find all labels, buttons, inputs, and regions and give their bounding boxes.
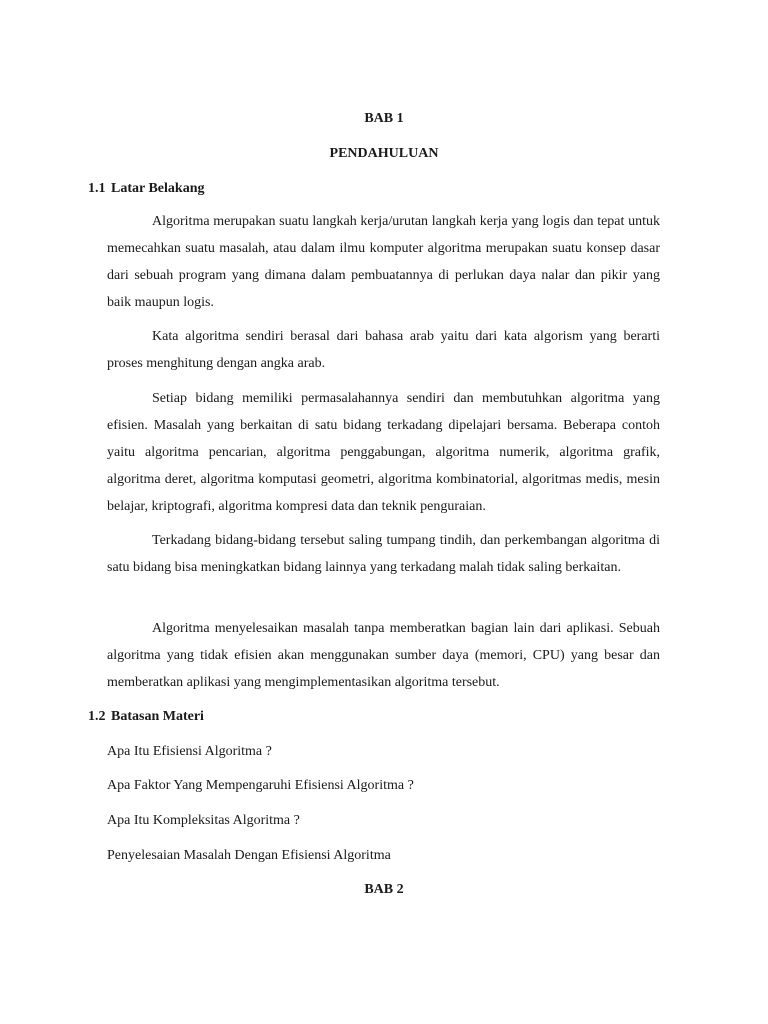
paragraph: Kata algoritma sendiri berasal dari bahasa arab yaitu dari kata algorism yang berarti proses menghitung dengan angka arab. <box>107 329 660 371</box>
chapter-label: BAB 2 <box>364 882 404 897</box>
paragraph: Algoritma merupakan suatu langkah kerja/urutan langkah kerja yang logis dan tepat untuk memecahkan suatu masalah, atau dalam ilmu komputer algoritma merupakan suatu konsep dasar dari sebuah program yang dimana dalam pembuatannya di perlukan daya nalar dan pikir yang baik maupun logis. <box>107 214 660 310</box>
list-item: Apa Itu Kompleksitas Algoritma ? <box>107 813 300 828</box>
list-item: Apa Faktor Yang Mempengaruhi Efisiensi Algoritma ? <box>107 778 414 793</box>
paragraph: Terkadang bidang-bidang tersebut saling tumpang tindih, dan perkembangan algoritma di satu bidang bisa meningkatkan bidang lainnya yang terkadang malah tidak saling berkaitan. <box>107 533 660 575</box>
paragraph: Setiap bidang memiliki permasalahannya sendiri dan membutuhkan algoritma yang efisien. Masalah yang berkaitan di satu bidang terkadang dipelajari bersama. Beberapa contoh yaitu algoritma pencarian, algoritma penggabungan, algoritma numerik, algoritma grafik, algoritma deret, algoritma komputasi geometri, algoritma kombinatorial, algoritmas medis, mesin belajar, kriptografi, algoritma kompresi data dan teknik penguraian. <box>107 391 660 514</box>
chapter-title: PENDAHULUAN <box>329 146 439 161</box>
section-heading-batasan-materi <box>88 709 204 725</box>
section-title: Latar Belakang <box>111 181 205 196</box>
chapter-label: BAB 1 <box>364 111 404 126</box>
section-number: 1.1 <box>88 181 106 196</box>
list-item: Penyelesaian Masalah Dengan Efisiensi Algoritma <box>107 848 391 863</box>
paragraph: Algoritma menyelesaikan masalah tanpa memberatkan bagian lain dari aplikasi. Sebuah algoritma yang tidak efisien akan menggunakan sumber daya (memori, CPU) yang besar dan memberatkan aplikasi yang mengimplementasikan algoritma tersebut. <box>107 621 660 690</box>
section-heading-latar-belakang <box>88 181 204 197</box>
list-item: Apa Itu Efisiensi Algoritma ? <box>107 744 272 759</box>
section-title: Batasan Materi <box>111 709 204 724</box>
section-number: 1.2 <box>88 709 106 724</box>
